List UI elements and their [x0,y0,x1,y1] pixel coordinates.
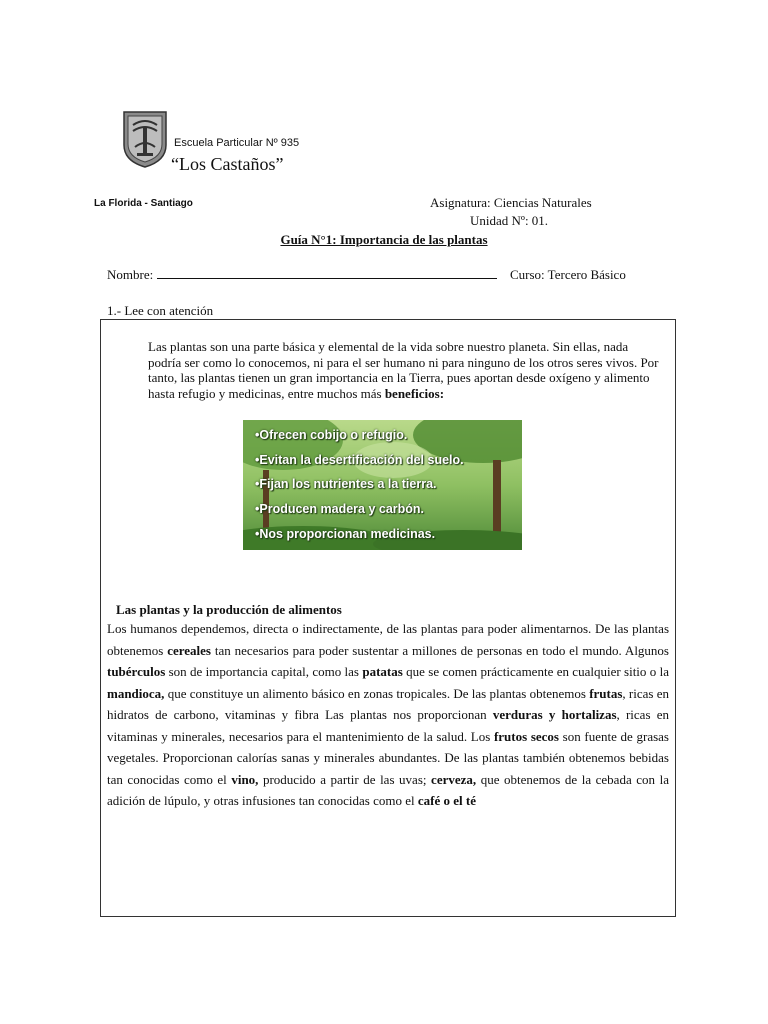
text-run: producido a partir de las uvas; [258,771,432,787]
subject: Asignatura: Ciencias Naturales [430,195,592,210]
bold-term: verduras y hortalizas [492,707,617,722]
text-run: que obtenemos de la cebada con la adición de lúpulo, y otras infusiones tan conocidas como el [107,771,669,808]
text-run: , ricas en vitaminas y minerales, necesarios para el mantenimiento de la salud. Los [107,707,669,744]
bold-term: patatas [362,664,403,679]
bold-term: vino, [231,771,259,787]
name-field[interactable] [107,267,497,283]
name-blank-line[interactable] [157,267,497,279]
intro-bold: beneficios: [384,385,445,401]
bold-term: frutos secos [493,728,559,744]
text-run: son fuente de grasas vegetales. Proporcionan calorías sanas y minerales abundantes. De las plantas también obtenemos bebidas tan conocidas como el [107,728,669,787]
text-run: que constituye un alimento básico en zonas tropicales. De las plantas obtenemos [164,685,590,701]
bold-term: tubérculos [107,664,166,679]
section-title: Las plantas y la producción de alimentos [116,602,342,617]
text-run: tan necesarios para poder sustentar a millones de personas en todo el mundo. Algunos [210,642,669,658]
unit: Unidad Nº: 01. [470,213,549,228]
section-paragraph [107,618,669,812]
benefit-item: •Producen madera y carbón. [255,502,425,516]
bold-term: café o el té [417,793,476,808]
bold-term: frutas [589,685,623,701]
guide-title: Guía N°1: Importancia de las plantas [280,232,488,247]
bold-term: cereales [167,642,211,658]
bold-term: mandioca, [107,685,165,701]
bold-term: cerveza, [431,771,477,787]
school-name: Escuela Particular Nº 935 [174,137,300,149]
text-run: que se comen prácticamente en cualquier sitio o la [402,664,669,679]
text-run: son de importancia capital, como las [165,664,363,679]
benefit-item: •Ofrecen cobijo o refugio. [255,428,408,442]
intro-text: Las plantas son una parte básica y elemental de la vida sobre nuestro planeta. Sin ellas, nada podría ser como lo conocemos, ni para el ser humano ni para ninguno de los otros seres vivos. Por tanto, las plantas tienen un gran importancia en la Tierra, pues aportan desde oxígeno y alimento hasta refugio y medicinas, entre muchos más [148,339,659,401]
school-crest-logo [121,109,169,169]
benefit-item: •Evitan la desertificación del suelo. [255,453,464,467]
benefits-image [243,420,522,550]
course: Curso: Tercero Básico [510,267,626,282]
location: La Florida - Santiago [94,198,193,209]
benefit-item: •Nos proporcionan medicinas. [255,527,436,541]
school-title: “Los Castaños” [171,154,284,174]
benefit-item: •Fijan los nutrientes a la tierra. [255,477,437,491]
text-run: , ricas en hidratos de carbono, vitaminas y fibra Las plantas nos proporcionan [107,685,669,722]
intro-paragraph [148,339,662,401]
instruction: 1.- Lee con atención [107,303,214,318]
name-label: Nombre: [107,267,154,282]
text-run: Los humanos dependemos, directa o indirectamente, de las plantas para poder alimentarnos. De las plantas obtenemos [107,621,669,658]
